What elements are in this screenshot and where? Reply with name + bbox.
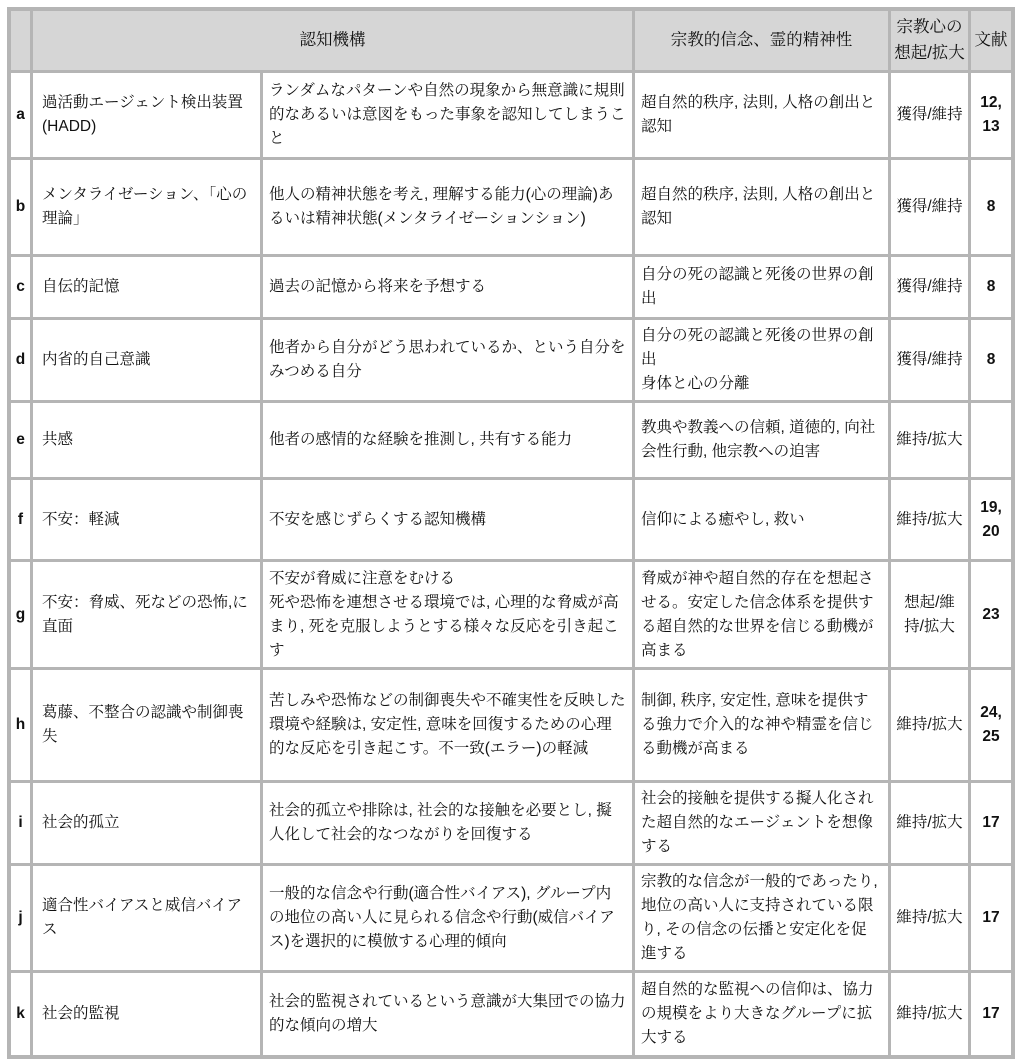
row-id-cell: b (11, 160, 30, 254)
description-cell: 一般的な信念や行動(適合性バイアス), グループ内の地位の高い人に見られる信念や行動(威信バイアス)を選択的に模倣する心理的傾向 (263, 866, 632, 970)
row-id-cell: j (11, 866, 30, 970)
description-cell: 他人の精神状態を考え, 理解する能力(心の理論)あるいは精神状態(メンタライゼーションション) (263, 160, 632, 254)
mechanism-cell: 共感 (33, 403, 260, 477)
row-id-cell: g (11, 562, 30, 667)
header-row (11, 11, 1011, 70)
reference-cell: 8 (971, 320, 1011, 400)
recall-expansion-cell: 維持/拡大 (891, 973, 968, 1055)
table-row (11, 973, 1011, 1055)
religious-belief-cell: 宗教的な信念が一般的であったり, 地位の高い人に支持されている限り, その信念の伝播と安定化を促進する (635, 866, 888, 970)
mechanism-cell: 社会的監視 (33, 973, 260, 1055)
religious-belief-cell: 自分の死の認識と死後の世界の創出 身体と心の分離 (635, 320, 888, 400)
header-religious-belief: 宗教的信念、霊的精神性 (635, 11, 888, 70)
recall-expansion-cell: 維持/拡大 (891, 866, 968, 970)
description-cell: 苦しみや恐怖などの制御喪失や不確実性を反映した環境や経験は, 安定性, 意味を回復するための心理的な反応を引き起こす。不一致(エラー)の軽減 (263, 670, 632, 780)
table-row (11, 403, 1011, 477)
recall-expansion-cell: 獲得/維持 (891, 160, 968, 254)
table-row (11, 562, 1011, 667)
description-cell: 他者から自分がどう思われているか、という自分をみつめる自分 (263, 320, 632, 400)
cognitive-mechanisms-table (7, 7, 1015, 1059)
table-row (11, 783, 1011, 863)
religious-belief-cell: 信仰による癒やし, 救い (635, 480, 888, 559)
table-row (11, 320, 1011, 400)
description-cell: 社会的孤立や排除は, 社会的な接触を必要とし, 擬人化して社会的なつながりを回復する (263, 783, 632, 863)
recall-expansion-cell: 獲得/維持 (891, 257, 968, 317)
reference-cell: 17 (971, 973, 1011, 1055)
reference-cell: 17 (971, 866, 1011, 970)
reference-cell: 12, 13 (971, 73, 1011, 157)
mechanism-cell: 不安：軽減 (33, 480, 260, 559)
description-cell: 不安が脅威に注意をむける 死や恐怖を連想させる環境では, 心理的な脅威が高まり, 死を克服しようとする様々な反応を引き起こす (263, 562, 632, 667)
mechanism-cell: 過活動エージェント検出装置 (HADD) (33, 73, 260, 157)
recall-expansion-cell: 維持/拡大 (891, 480, 968, 559)
reference-cell: 8 (971, 160, 1011, 254)
table-row (11, 257, 1011, 317)
table-row (11, 160, 1011, 254)
mechanism-cell: メンタライゼーション、「心の理論」 (33, 160, 260, 254)
recall-expansion-cell: 獲得/維持 (891, 73, 968, 157)
row-id-cell: f (11, 480, 30, 559)
row-id-cell: a (11, 73, 30, 157)
description-cell: 社会的監視されているという意識が大集団での協力的な傾向の増大 (263, 973, 632, 1055)
row-id-cell: i (11, 783, 30, 863)
mechanism-cell: 葛藤、不整合の認識や制御喪失 (33, 670, 260, 780)
mechanism-cell: 内省的自己意識 (33, 320, 260, 400)
mechanism-cell: 自伝的記憶 (33, 257, 260, 317)
recall-expansion-cell: 獲得/維持 (891, 320, 968, 400)
header-cognitive-mechanism: 認知機構 (33, 11, 632, 70)
header-corner-cell (11, 11, 30, 70)
header-reference: 文献 (971, 11, 1011, 70)
table-row (11, 73, 1011, 157)
recall-expansion-cell: 維持/拡大 (891, 670, 968, 780)
reference-cell (971, 403, 1011, 477)
religious-belief-cell: 自分の死の認識と死後の世界の創出 (635, 257, 888, 317)
row-id-cell: k (11, 973, 30, 1055)
reference-cell: 8 (971, 257, 1011, 317)
mechanism-cell: 社会的孤立 (33, 783, 260, 863)
mechanism-cell: 適合性バイアスと威信バイアス (33, 866, 260, 970)
religious-belief-cell: 社会的接触を提供する擬人化された超自然的なエージェントを想像する (635, 783, 888, 863)
religious-belief-cell: 超自然的秩序, 法則, 人格の創出と認知 (635, 160, 888, 254)
recall-expansion-cell: 維持/拡大 (891, 783, 968, 863)
reference-cell: 23 (971, 562, 1011, 667)
table-row (11, 866, 1011, 970)
row-id-cell: c (11, 257, 30, 317)
reference-cell: 17 (971, 783, 1011, 863)
mechanism-cell: 不安：脅威、死などの恐怖,に直面 (33, 562, 260, 667)
reference-cell: 24, 25 (971, 670, 1011, 780)
description-cell: 過去の記憶から将来を予想する (263, 257, 632, 317)
religious-belief-cell: 教典や教義への信頼, 道徳的, 向社会性行動, 他宗教への迫害 (635, 403, 888, 477)
description-cell: ランダムなパターンや自然の現象から無意識に規則的なあるいは意図をもった事象を認知してしまうこと (263, 73, 632, 157)
row-id-cell: d (11, 320, 30, 400)
row-id-cell: e (11, 403, 30, 477)
table-body (11, 73, 1011, 1055)
header-recall-expansion: 宗教心の想起/拡大 (891, 11, 968, 70)
religious-belief-cell: 制御, 秩序, 安定性, 意味を提供する強力で介入的な神や精霊を信じる動機が高まる (635, 670, 888, 780)
religious-belief-cell: 超自然的な監視への信仰は、協力の規模をより大きなグループに拡大する (635, 973, 888, 1055)
table-header (11, 11, 1011, 70)
description-cell: 他者の感情的な経験を推測し, 共有する能力 (263, 403, 632, 477)
religious-belief-cell: 脅威が神や超自然的存在を想起させる。安定した信念体系を提供する超自然的な世界を信じる動機が高まる (635, 562, 888, 667)
row-id-cell: h (11, 670, 30, 780)
description-cell: 不安を感じずらくする認知機構 (263, 480, 632, 559)
religious-belief-cell: 超自然的秩序, 法則, 人格の創出と認知 (635, 73, 888, 157)
table-row (11, 670, 1011, 780)
table-row (11, 480, 1011, 559)
reference-cell: 19, 20 (971, 480, 1011, 559)
recall-expansion-cell: 想起/維持/拡大 (891, 562, 968, 667)
recall-expansion-cell: 維持/拡大 (891, 403, 968, 477)
